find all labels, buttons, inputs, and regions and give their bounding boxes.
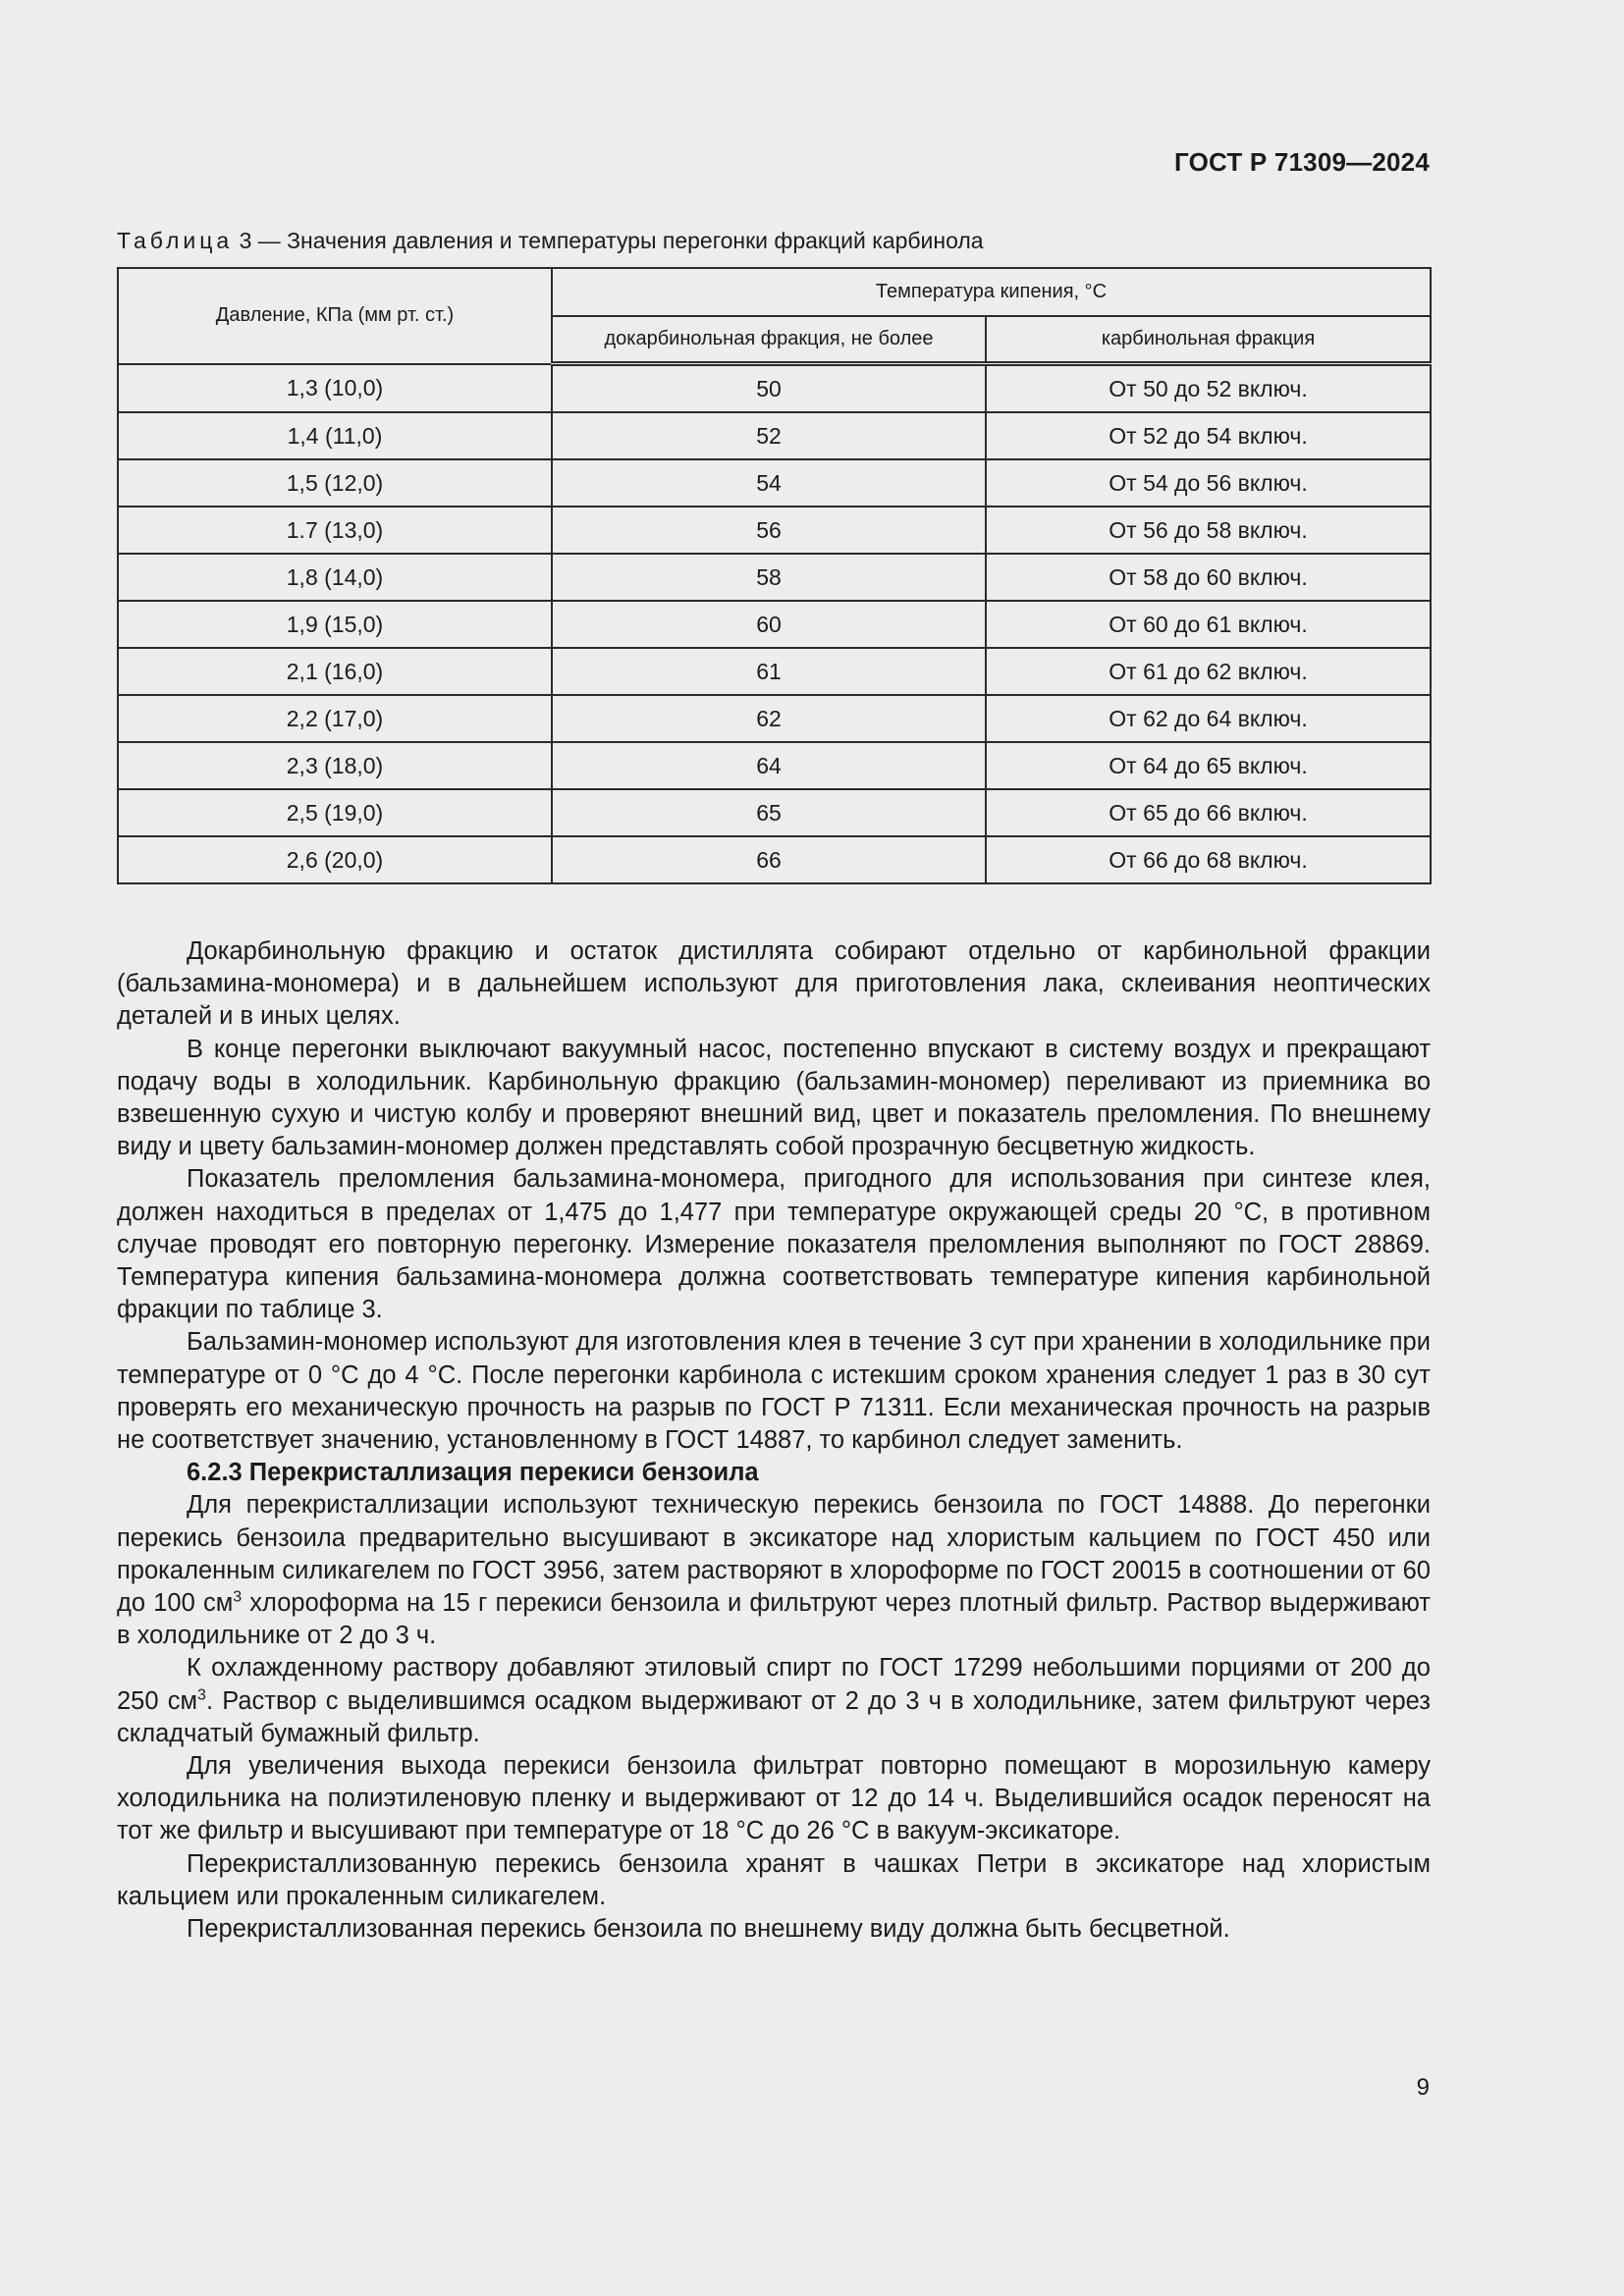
table-row [118,836,1431,883]
superscript: 3 [233,1588,243,1606]
table-caption-text: 3 — Значения давления и температуры перегонки фракций карбинола [239,228,984,253]
table-row [118,648,1431,695]
cell-carbinol: От 62 до 64 включ. [986,695,1431,742]
cell-precarbinol: 65 [552,789,986,836]
paragraph [117,1652,1431,1750]
paragraph: В конце перегонки выключают вакуумный насос, постепенно впускают в систему воздух и прекращают подачу воды в холодильник. Карбинольную фракцию (бальзамин-мономер) переливают из приемника во взвешенную сухую и чистую колбу и проверяют внешний вид, цвет и показатель преломления. По внешнему виду и цвету бальзамин-мономер должен представлять собой прозрачную бесцветную жидкость. [117,1035,1431,1161]
cell-carbinol: От 52 до 54 включ. [986,412,1431,459]
table-row [118,554,1431,601]
cell-carbinol: От 54 до 56 включ. [986,459,1431,507]
header-precarbinol-fraction: докарбинольная фракция, не более [552,316,986,364]
table-row [118,601,1431,648]
paragraph [117,1489,1431,1652]
table-body [118,364,1431,884]
cell-carbinol: От 58 до 60 включ. [986,554,1431,601]
superscript: 3 [197,1686,206,1704]
cell-carbinol: От 50 до 52 включ. [986,364,1431,413]
table-row [118,459,1431,507]
cell-precarbinol: 60 [552,601,986,648]
table-row [118,412,1431,459]
header-carbinol-fraction: карбинольная фракция [986,316,1431,364]
paragraph-text: К охлажденному раствору добавляют этиловый спирт по ГОСТ 17299 небольшими порциями от 200 до 250 см [117,1654,1431,1715]
paragraph: Перекристаллизованная перекись бензоила по внешнему виду должна быть бесцветной. [187,1915,1230,1944]
cell-precarbinol: 52 [552,412,986,459]
paragraph-text: Для перекристаллизации используют техническую перекись бензоила по ГОСТ 14888. До перегонки перекись бензоила предварительно высушивают в эксикаторе над хлористым кальцием по ГОСТ 450 или прокаленным силикагелем по ГОСТ 3956, затем растворяют в хлороформе по ГОСТ 20015 в соотношении от 60 до 100 см [117,1491,1431,1618]
cell-precarbinol: 64 [552,742,986,789]
document-standard-number: ГОСТ Р 71309—2024 [1174,147,1430,177]
table-row [118,695,1431,742]
body-text [117,935,1431,1946]
section-heading: 6.2.3 Перекристаллизация перекиси бензоила [187,1459,759,1487]
cell-precarbinol: 62 [552,695,986,742]
table-caption-label: Таблица [117,228,234,253]
cell-precarbinol: 58 [552,554,986,601]
paragraph: Бальзамин-мономер используют для изготовления клея в течение 3 сут при хранении в холодильнике при температуре от 0 °С до 4 °С. После перегонки карбинола с истекшим сроком хранения следует 1 раз в 30 сут проверять его механическую прочность на разрыв по ГОСТ Р 71311. Если механическая прочность на разрыв не соответствует значению, установленному в ГОСТ 14887, то карбинол следует заменить. [117,1328,1431,1455]
cell-pressure: 1,4 (11,0) [118,412,552,459]
cell-pressure: 2,5 (19,0) [118,789,552,836]
paragraph: Показатель преломления бальзамина-мономера, пригодного для использования при синтезе клея, должен находиться в пределах от 1,475 до 1,477 при температуре окружающей среды 20 °С, в противном случае проводят его повторную перегонку. Измерение показателя преломления выполняют по ГОСТ 28869. Температура кипения бальзамина-мономера должна соответствовать температуре кипения карбинольной фракции по таблице 3. [117,1165,1431,1324]
cell-carbinol: От 66 до 68 включ. [986,836,1431,883]
cell-pressure: 1,8 (14,0) [118,554,552,601]
table-row [118,364,1431,413]
distillation-table [117,267,1432,884]
header-boiling-temperature: Температура кипения, °С [552,268,1431,316]
cell-pressure: 1.7 (13,0) [118,507,552,554]
cell-precarbinol: 66 [552,836,986,883]
cell-pressure: 1,9 (15,0) [118,601,552,648]
table-row [118,742,1431,789]
paragraph-text: . Раствор с выделившимся осадком выдерживают от 2 до 3 ч в холодильнике, затем фильтруют через складчатый бумажный фильтр. [117,1686,1431,1747]
cell-pressure: 2,1 (16,0) [118,648,552,695]
cell-pressure: 2,6 (20,0) [118,836,552,883]
cell-carbinol: От 61 до 62 включ. [986,648,1431,695]
header-pressure: Давление, КПа (мм рт. ст.) [118,268,552,364]
paragraph: Для увеличения выхода перекиси бензоила фильтрат повторно помещают в морозильную камеру холодильника на полиэтиленовую пленку и выдерживают от 12 до 14 ч. Выделившийся осадок переносят на тот же фильтр и высушивают при температуре от 18 °С до 26 °С в вакуум-эксикаторе. [117,1752,1431,1845]
cell-precarbinol: 54 [552,459,986,507]
cell-precarbinol: 61 [552,648,986,695]
cell-carbinol: От 64 до 65 включ. [986,742,1431,789]
page-number: 9 [1416,2074,1430,2101]
paragraph: Докарбинольную фракцию и остаток дистиллята собирают отдельно от карбинольной фракции (бальзамина-мономера) и в дальнейшем используют для приготовления лака, склеивания неоптических деталей и в иных целях. [117,937,1431,1031]
cell-pressure: 1,3 (10,0) [118,364,552,413]
cell-precarbinol: 50 [552,364,986,413]
table-row [118,507,1431,554]
cell-carbinol: От 65 до 66 включ. [986,789,1431,836]
table-caption [117,228,984,254]
paragraph-text: хлороформа на 15 г перекиси бензоила и фильтруют через плотный фильтр. Раствор выдерживают в холодильнике от 2 до 3 ч. [117,1589,1431,1650]
cell-precarbinol: 56 [552,507,986,554]
cell-pressure: 2,3 (18,0) [118,742,552,789]
cell-pressure: 1,5 (12,0) [118,459,552,507]
cell-carbinol: От 56 до 58 включ. [986,507,1431,554]
paragraph: Перекристаллизованную перекись бензоила хранят в чашках Петри в эксикаторе над хлористым кальцием или прокаленным силикагелем. [117,1849,1431,1910]
cell-pressure: 2,2 (17,0) [118,695,552,742]
cell-carbinol: От 60 до 61 включ. [986,601,1431,648]
table-row [118,789,1431,836]
